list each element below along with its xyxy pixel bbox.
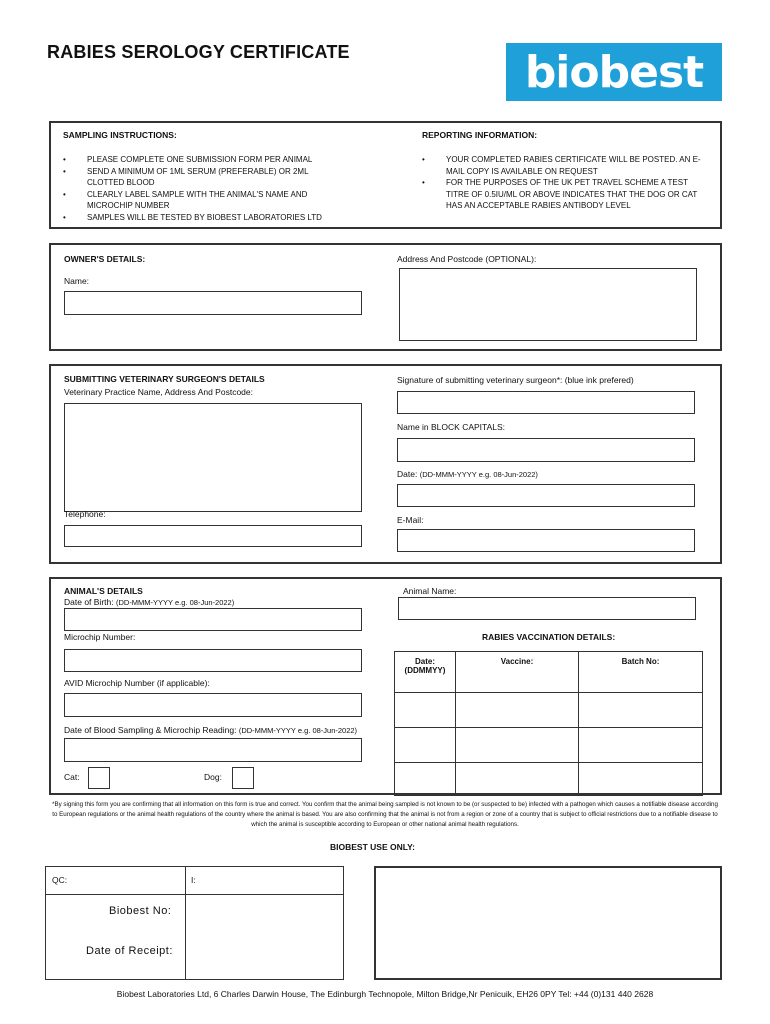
dog-checkbox[interactable]	[232, 767, 254, 789]
sampling-heading: SAMPLING INSTRUCTIONS:	[63, 130, 177, 140]
reporting-heading: REPORTING INFORMATION:	[422, 130, 538, 140]
vet-email-field[interactable]	[397, 529, 695, 552]
sampling-list	[63, 154, 333, 224]
instructions-section	[49, 121, 722, 229]
blood-sampling-field[interactable]	[64, 738, 362, 762]
biobest-use-heading: BIOBEST USE ONLY:	[330, 842, 416, 852]
animal-heading: ANIMAL'S DETAILS	[64, 586, 143, 596]
table-row	[395, 763, 703, 796]
sampling-item: • SAMPLES WILL BE TESTED BY BIOBEST LABORATORIES LTD	[63, 212, 333, 224]
microchip-field[interactable]	[64, 649, 362, 672]
dob-label	[64, 597, 234, 607]
vaccination-batch-cell[interactable]	[579, 728, 703, 763]
vet-section	[49, 364, 722, 564]
vet-signature-field[interactable]	[397, 391, 695, 414]
sampling-item: • CLEARLY LABEL SAMPLE WITH THE ANIMAL'S NAME AND MICROCHIP NUMBER	[63, 189, 333, 212]
dob-hint: (DD-MMM-YYYY e.g. 08-Jun-2022)	[115, 598, 235, 607]
animal-name-field[interactable]	[398, 597, 696, 620]
biobest-no-label: Biobest No:	[109, 905, 172, 917]
dog-label: Dog:	[204, 772, 222, 782]
reporting-item: • FOR THE PURPOSES OF THE UK PET TRAVEL SCHEME A TEST TITRE OF 0.5IU/ML OR ABOVE INDICATES THAT THE DOG OR CAT HAS AN ACCEPTABLE RABIES ANTIBODY LEVEL	[422, 177, 707, 212]
page-title: RABIES SEROLOGY CERTIFICATE	[47, 42, 350, 62]
vet-email-label: E-Mail:	[397, 515, 424, 525]
vaccination-heading: RABIES VACCINATION DETAILS:	[482, 632, 616, 642]
footer-address: Biobest Laboratories Ltd, 6 Charles Darwin House, The Edinburgh Technopole, Milton Bridge,Nr Penicuik, EH26 0PY Tel: +44 (0)131 440 2628	[116, 989, 654, 999]
vet-signature-label: Signature of submitting veterinary surgeon*: (blue ink prefered)	[397, 375, 634, 385]
vaccination-date-cell[interactable]	[395, 693, 456, 728]
cat-label: Cat:	[64, 772, 80, 782]
vet-date-label	[397, 469, 538, 479]
table-row	[395, 728, 703, 763]
blood-sampling-label	[64, 725, 357, 735]
disclaimer-text: *By signing this form you are confirming that all information on this form is true and correct. You confirm that the animal being sampled is not known to be (or suspected to be) infected with a pathogen which causes a notifiable disease according to European regulations or the animal health regulations of the country where the animal is based. You are also confirming that the animal is not from a region or zone of a country that is subject to official restrictions due to a notifiable disease to which the animal is susceptible according to European or other national animal health regulations.	[52, 801, 718, 828]
vaccination-date-cell[interactable]	[395, 763, 456, 796]
i-label: I:	[191, 875, 196, 885]
vet-telephone-field[interactable]	[64, 525, 362, 547]
microchip-label: Microchip Number:	[64, 632, 136, 642]
vet-date-hint: (DD-MMM-YYYY e.g. 08-Jun-2022)	[419, 470, 538, 479]
cat-checkbox[interactable]	[88, 767, 110, 789]
owner-address-label: Address And Postcode (OPTIONAL):	[397, 254, 537, 264]
vaccination-batch-cell[interactable]	[579, 763, 703, 796]
sampling-item: • PLEASE COMPLETE ONE SUBMISSION FORM PER ANIMAL	[63, 154, 333, 166]
biobest-logo: biobest	[506, 43, 722, 101]
batch-column-header: Batch No:	[579, 652, 703, 693]
dob-label-text: Date of Birth:	[64, 597, 114, 607]
avid-field[interactable]	[64, 693, 362, 717]
vet-date-label-text: Date:	[397, 469, 418, 479]
avid-label: AVID Microchip Number (if applicable):	[64, 678, 210, 688]
vaccination-vaccine-cell[interactable]	[456, 693, 579, 728]
date-column-header: Date: (DDMMYY)	[395, 652, 456, 693]
blood-sampling-label-text: Date of Blood Sampling & Microchip Reading:	[64, 725, 237, 735]
vet-block-caps-label: Name in BLOCK CAPITALS:	[397, 422, 506, 432]
table-row	[395, 693, 703, 728]
qc-label: QC:	[52, 875, 68, 885]
vet-date-field[interactable]	[397, 484, 695, 507]
vaccine-column-header: Vaccine:	[456, 652, 579, 693]
biobest-use-hline	[45, 894, 344, 895]
vet-practice-field[interactable]	[64, 403, 362, 512]
reporting-list	[422, 154, 707, 212]
vaccination-table	[394, 651, 703, 796]
vet-telephone-label: Telephone:	[64, 509, 106, 519]
vaccination-batch-cell[interactable]	[579, 693, 703, 728]
blood-sampling-hint: (DD-MMM-YYYY e.g. 08-Jun-2022)	[238, 726, 358, 735]
animal-name-label: Animal Name:	[403, 586, 457, 596]
owner-name-field[interactable]	[64, 291, 362, 315]
biobest-use-divider	[185, 866, 186, 980]
biobest-notes-box[interactable]	[374, 866, 722, 980]
reporting-item: • YOUR COMPLETED RABIES CERTIFICATE WILL BE POSTED. AN E-MAIL COPY IS AVAILABLE ON REQUEST	[422, 154, 707, 177]
vaccination-vaccine-cell[interactable]	[456, 728, 579, 763]
vet-practice-label: Veterinary Practice Name, Address And Postcode:	[64, 387, 253, 397]
sampling-item: • SEND A MINIMUM OF 1ML SERUM (PREFERABLE) OR 2ML CLOTTED BLOOD	[63, 166, 333, 189]
vaccination-vaccine-cell[interactable]	[456, 763, 579, 796]
owner-name-label: Name:	[64, 276, 90, 286]
dob-field[interactable]	[64, 608, 362, 631]
owner-heading: OWNER'S DETAILS:	[64, 254, 146, 264]
table-header-row	[395, 652, 703, 693]
vaccination-date-cell[interactable]	[395, 728, 456, 763]
date-of-receipt-label: Date of Receipt:	[86, 945, 173, 957]
vet-heading: SUBMITTING VETERINARY SURGEON'S DETAILS	[64, 374, 265, 384]
owner-section	[49, 243, 722, 351]
vet-block-caps-field[interactable]	[397, 438, 695, 462]
owner-address-field[interactable]	[399, 268, 697, 341]
